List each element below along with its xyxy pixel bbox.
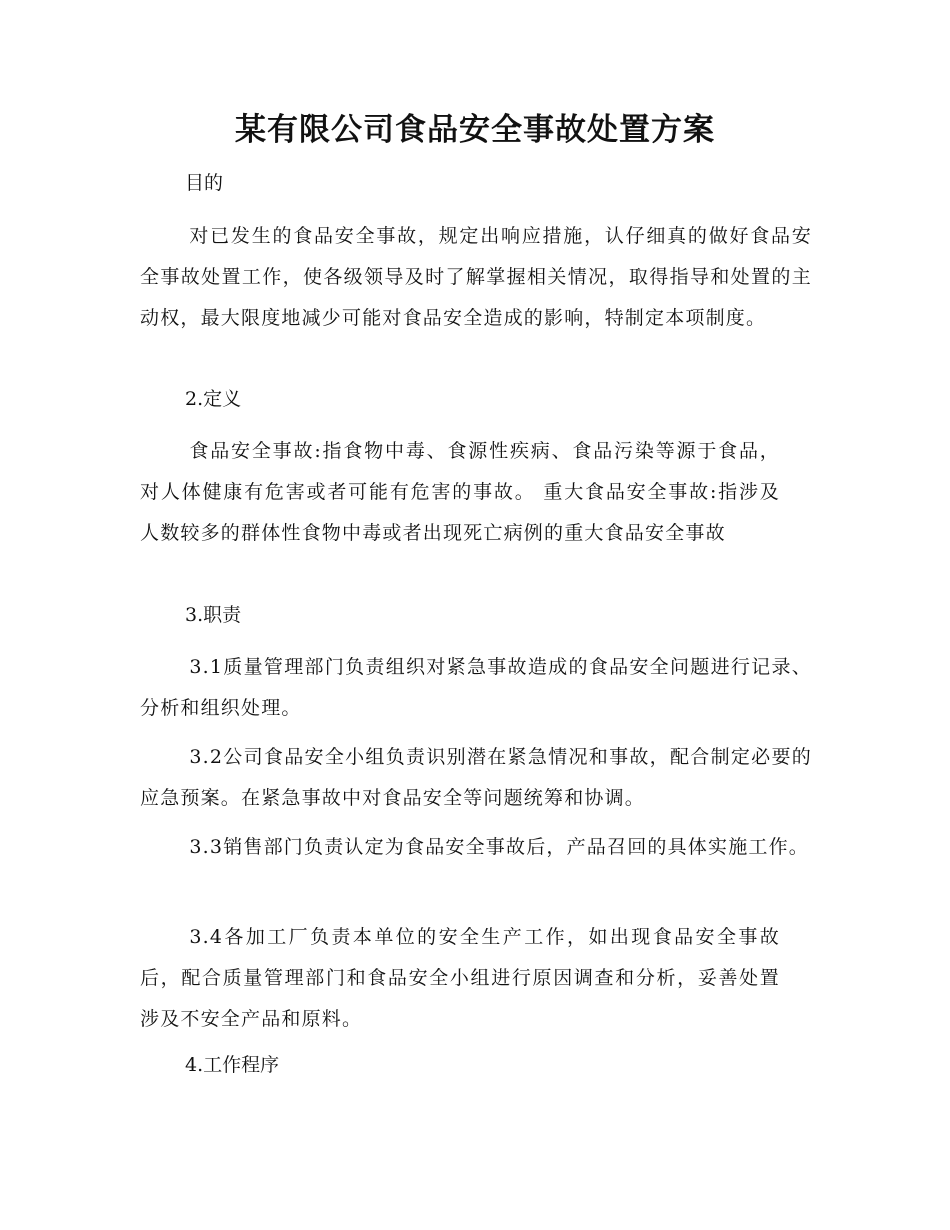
duty-3-3-paragraph: 3.3销售部门负责认定为食品安全事故后，产品召回的具体实施工作。 — [189, 836, 810, 858]
duty-3-4-paragraph: 3.4各加工厂负责本单位的安全生产工作，如出现食品安全事故后，配合质量管理部门和食品安全小组进行原因调查和分析，妥善处置涉及不安全产品和原料。 — [140, 926, 780, 1030]
definition-heading: 2.定义 — [185, 388, 242, 410]
document-title: 某有限公司食品安全事故处置方案 — [235, 112, 715, 148]
definition-paragraph: 食品安全事故:指食物中毒、食源性疾病、食品污染等源于食品，对人体健康有危害或者可能有危害的事故。 重大食品安全事故:指涉及人数较多的群体性食物中毒或者出现死亡病例的重大食品安全事故 — [140, 440, 780, 544]
procedure-heading: 4.工作程序 — [185, 1054, 280, 1076]
purpose-paragraph: 对已发生的食品安全事故，规定出响应措施，认仔细真的做好食品安全事故处置工作，使各级领导及时了解掌握相关情况，取得指导和处置的主动权，最大限度地减少可能对食品安全造成的影响，特制定本项制度。 — [140, 225, 812, 329]
duty-3-1-paragraph: 3.1质量管理部门负责组织对紧急事故造成的食品安全问题进行记录、分析和组织处理。 — [140, 656, 812, 719]
purpose-heading: 目的 — [185, 172, 224, 194]
duty-3-2-paragraph: 3.2公司食品安全小组负责识别潜在紧急情况和事故，配合制定必要的应急预案。在紧急事故中对食品安全等问题统筹和协调。 — [140, 746, 812, 809]
duty-heading: 3.职责 — [185, 604, 242, 626]
